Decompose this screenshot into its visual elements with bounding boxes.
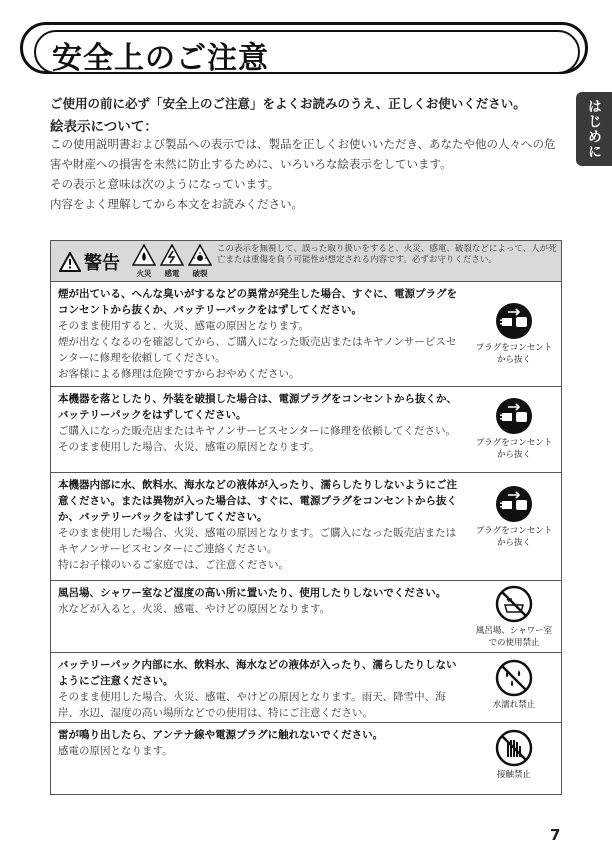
- warning-label: [59, 249, 120, 275]
- no-wet-icon: [495, 659, 533, 697]
- warning-icon-rupture: [187, 244, 213, 279]
- row-icon-caption: 風呂場、シャワー室での使用禁止: [475, 626, 553, 648]
- row-text: [58, 727, 466, 759]
- warning-icon-caption: 感電: [164, 269, 180, 278]
- warning-icon-caption: 火災: [136, 269, 152, 278]
- row-icon: [473, 397, 555, 461]
- unplug-icon: [495, 397, 533, 435]
- warning-icon-shock: [159, 244, 185, 279]
- warning-icons: [131, 244, 213, 279]
- no-bathroom-icon: [495, 585, 533, 623]
- shock-warning-icon: [160, 244, 184, 266]
- row-body: 特にお子様のいるご家庭では、ご注意ください。: [58, 559, 289, 571]
- warning-table: [50, 240, 562, 795]
- row-heading: 本機器を落としたり、外装を破損した場合は、電源プラグをコンセントから抜くか、バッテリーパックをはずしてください。: [58, 393, 457, 421]
- row-icon-caption: 水濡れ禁止: [492, 700, 536, 710]
- row-body: 感電の原因となります。: [58, 745, 173, 757]
- warning-row: [51, 473, 561, 581]
- row-heading: 風呂場、シャワー室など湿度の高い所に置いたり、使用したりしないでください。: [58, 587, 447, 599]
- no-touch-icon: [495, 729, 533, 767]
- row-icon-caption: プラグをコンセントから抜く: [475, 526, 553, 548]
- warning-description: この表示を無視して、誤った取り扱いをすると、火災、感電、破裂などによって、人が死亡または重傷を負う可能性が想定される内容です。必ずお守りください。: [217, 244, 557, 265]
- row-body: そのまま使用した場合、火災、感電の原因となります。: [58, 441, 320, 453]
- intro-text: [50, 134, 560, 214]
- row-heading: バッテリーパック内部に水、飲料水、海水などの液体が入ったり、濡らしたりしないようにご注意ください。: [58, 659, 457, 687]
- intro-paragraph: この使用説明書および製品への表示では、製品を正しくお使いいただき、あなたや他の人々への危害や財産への損害を未然に防止するために、いろいろな絵表示をしています。: [50, 137, 556, 171]
- row-text: [58, 657, 466, 721]
- page-number: 7: [550, 826, 561, 844]
- warning-label-text: 警告: [84, 253, 120, 274]
- row-body: お客様による修理は危険ですからおやめください。: [58, 368, 300, 380]
- warning-triangle-icon: [59, 252, 81, 272]
- warning-row: [51, 723, 561, 795]
- row-body: ご購入になった販売店またはキヤノンサービスセンターに修理を依頼してください。: [58, 425, 456, 437]
- row-body: そのまま使用した場合、火災、感電、やけどの原因となります。雨天、降雪中、海岸、水辺、湿度の高い場所などでの使用は、特にご注意ください。: [58, 691, 446, 719]
- side-tab: はじめに: [576, 92, 612, 166]
- row-text: [58, 286, 466, 382]
- rupture-warning-icon: [188, 244, 212, 266]
- row-icon: [473, 585, 555, 649]
- page-title: 安全上のご注意: [52, 41, 269, 76]
- unplug-icon: [495, 302, 533, 340]
- row-icon: [473, 659, 555, 711]
- lead-text: ご使用の前に必ず「安全上のご注意」をよくお読みのうえ、正しくお使いください。: [50, 96, 526, 111]
- row-heading: 煙が出ている、へんな臭いがするなどの異常が発生した場合、すぐに、電源プラグをコンセントから抜くか、バッテリーパックをはずしてください。: [58, 288, 457, 316]
- row-icon: [473, 485, 555, 549]
- row-icon-caption: プラグをコンセントから抜く: [475, 343, 553, 365]
- warning-header: [51, 241, 561, 282]
- row-body: そのまま使用した場合、火災、感電の原因となります。ご購入になった販売店またはキヤノンサービスセンターにご連絡ください。: [58, 527, 457, 555]
- row-icon-caption: 接触禁止: [496, 770, 531, 780]
- row-body: 水などが入ると、火災、感電、やけどの原因となります。: [58, 603, 331, 615]
- unplug-icon: [495, 485, 533, 523]
- row-heading: 雷が鳴り出したら、アンテナ線や電源プラグに触れないでください。: [58, 729, 384, 741]
- row-text: [58, 585, 466, 617]
- row-body: 煙が出なくなるのを確認してから、ご購入になった販売店またはキヤノンサービスセンターに修理を依頼してください。: [58, 336, 457, 364]
- warning-row: [51, 282, 561, 387]
- warning-icon-fire: [131, 244, 157, 279]
- subheading: 絵表示について：: [50, 119, 158, 135]
- intro-paragraph: 内容をよく理解してから本文をお読みください。: [50, 197, 303, 211]
- row-icon: [473, 729, 555, 781]
- row-icon-caption: プラグをコンセントから抜く: [475, 438, 553, 460]
- warning-row: [51, 581, 561, 653]
- intro-paragraph: その表示と意味は次のようになっています。: [50, 177, 280, 191]
- row-text: [58, 477, 466, 573]
- row-heading: 本機器内部に水、飲料水、海水などの液体が入ったり、濡らしたりしないようにご注意ください。または異物が入った場合は、すぐに、電源プラグをコンセントから抜くか、バッテリーパックをはずしてください。: [58, 479, 457, 523]
- warning-icon-caption: 破裂: [192, 269, 208, 278]
- row-body: そのまま使用すると、火災、感電の原因となります。: [58, 320, 310, 332]
- fire-warning-icon: [132, 244, 156, 266]
- warning-row: [51, 653, 561, 723]
- row-icon: [473, 302, 555, 366]
- row-text: [58, 391, 466, 455]
- warning-row: [51, 387, 561, 473]
